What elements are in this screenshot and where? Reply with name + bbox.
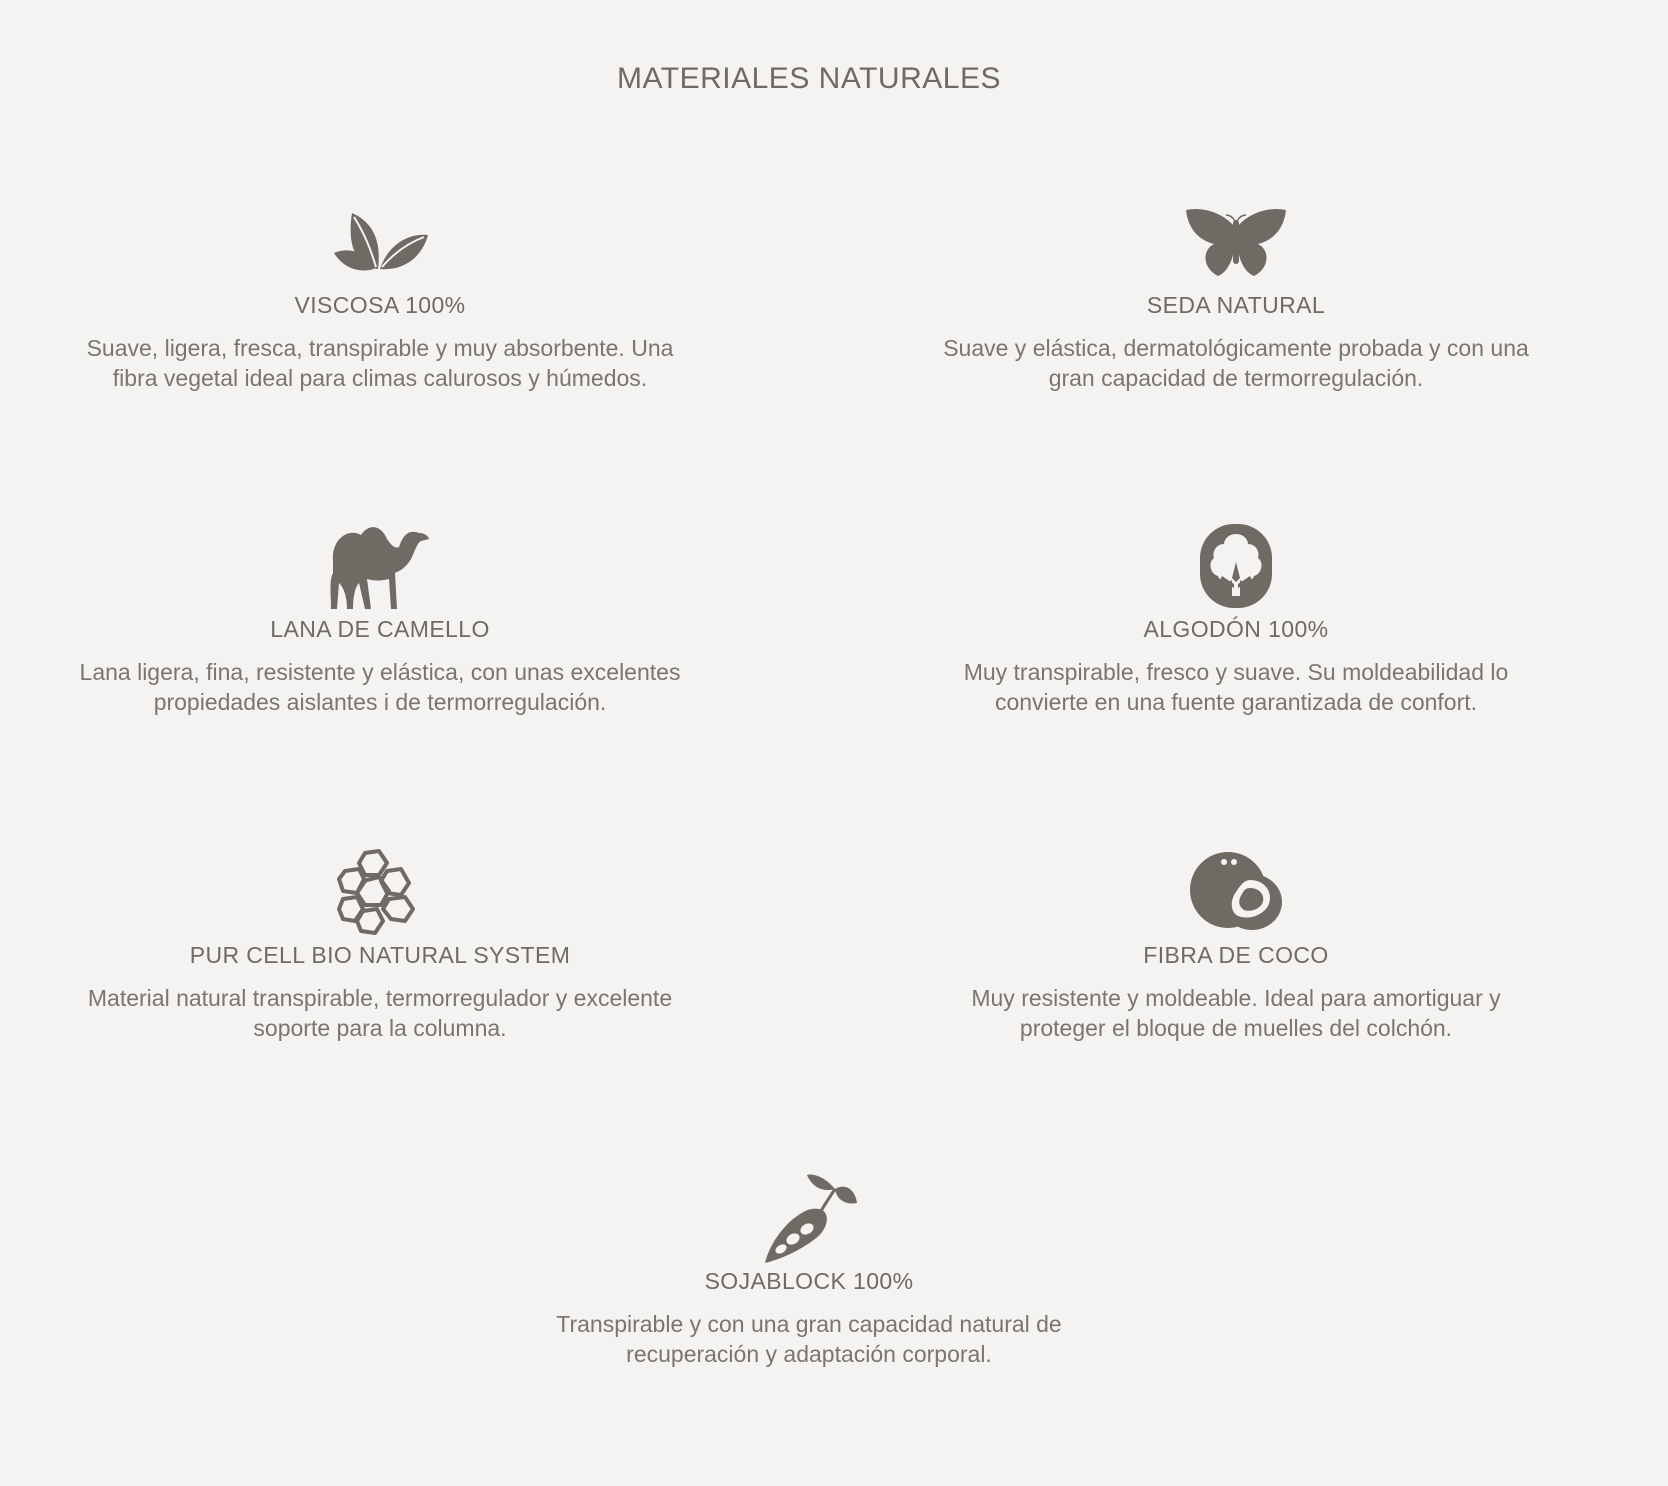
material-name: FIBRA DE COCO — [1143, 942, 1329, 968]
description-line: propiedades aislantes i de termorregulación. — [153, 689, 607, 715]
coconut-icon — [1188, 850, 1284, 934]
description-line: fibra vegetal ideal para climas calurosos y húmedos. — [112, 365, 648, 391]
description-line: Transpirable y con una gran capacidad natural de — [556, 1311, 1062, 1337]
description-line: soporte para la columna. — [253, 1015, 507, 1041]
soy-pod-icon — [759, 1171, 859, 1265]
material-description — [30, 333, 730, 393]
material-description — [459, 1309, 1159, 1369]
material-name: LANA DE CAMELLO — [270, 616, 490, 642]
material-name: PUR CELL BIO NATURAL SYSTEM — [189, 942, 571, 968]
description-line: Suave y elástica, dermatológicamente probada y con una — [943, 335, 1529, 361]
section-title: MATERIALES NATURALES — [617, 62, 1001, 95]
description-line: Lana ligera, fina, resistente y elástica, con unas excelentes — [79, 659, 681, 685]
description-line: Material natural transpirable, termorregulador y excelente — [87, 985, 673, 1011]
material-camello — [30, 516, 730, 717]
camel-icon — [325, 521, 435, 611]
material-description — [886, 983, 1586, 1043]
material-sojablock — [459, 1168, 1159, 1369]
material-name: ALGODÓN 100% — [1143, 616, 1329, 642]
material-algodon — [886, 516, 1586, 717]
material-name: SOJABLOCK 100% — [704, 1268, 914, 1294]
material-description — [886, 333, 1586, 393]
cells-icon — [335, 847, 425, 937]
description-line: Muy transpirable, fresco y suave. Su moldeabilidad lo — [963, 659, 1509, 685]
material-description — [30, 657, 730, 717]
material-name: SEDA NATURAL — [1146, 292, 1326, 318]
butterfly-icon — [1184, 206, 1288, 278]
cotton-icon — [1198, 522, 1274, 610]
material-seda — [886, 192, 1586, 393]
leaves-icon — [330, 207, 430, 277]
description-line: Suave, ligera, fresca, transpirable y muy absorbente. Una — [86, 335, 674, 361]
description-line: proteger el bloque de muelles del colchón. — [1019, 1015, 1453, 1041]
material-name: VISCOSA 100% — [294, 292, 466, 318]
material-description — [30, 983, 730, 1043]
material-pur-cell — [30, 842, 730, 1043]
description-line: convierte en una fuente garantizada de confort. — [994, 689, 1478, 715]
material-coco — [886, 842, 1586, 1043]
description-line: recuperación y adaptación corporal. — [626, 1341, 992, 1367]
description-line: Muy resistente y moldeable. Ideal para amortiguar y — [971, 985, 1501, 1011]
material-viscosa — [30, 192, 730, 393]
material-description — [886, 657, 1586, 717]
description-line: gran capacidad de termorregulación. — [1048, 365, 1424, 391]
